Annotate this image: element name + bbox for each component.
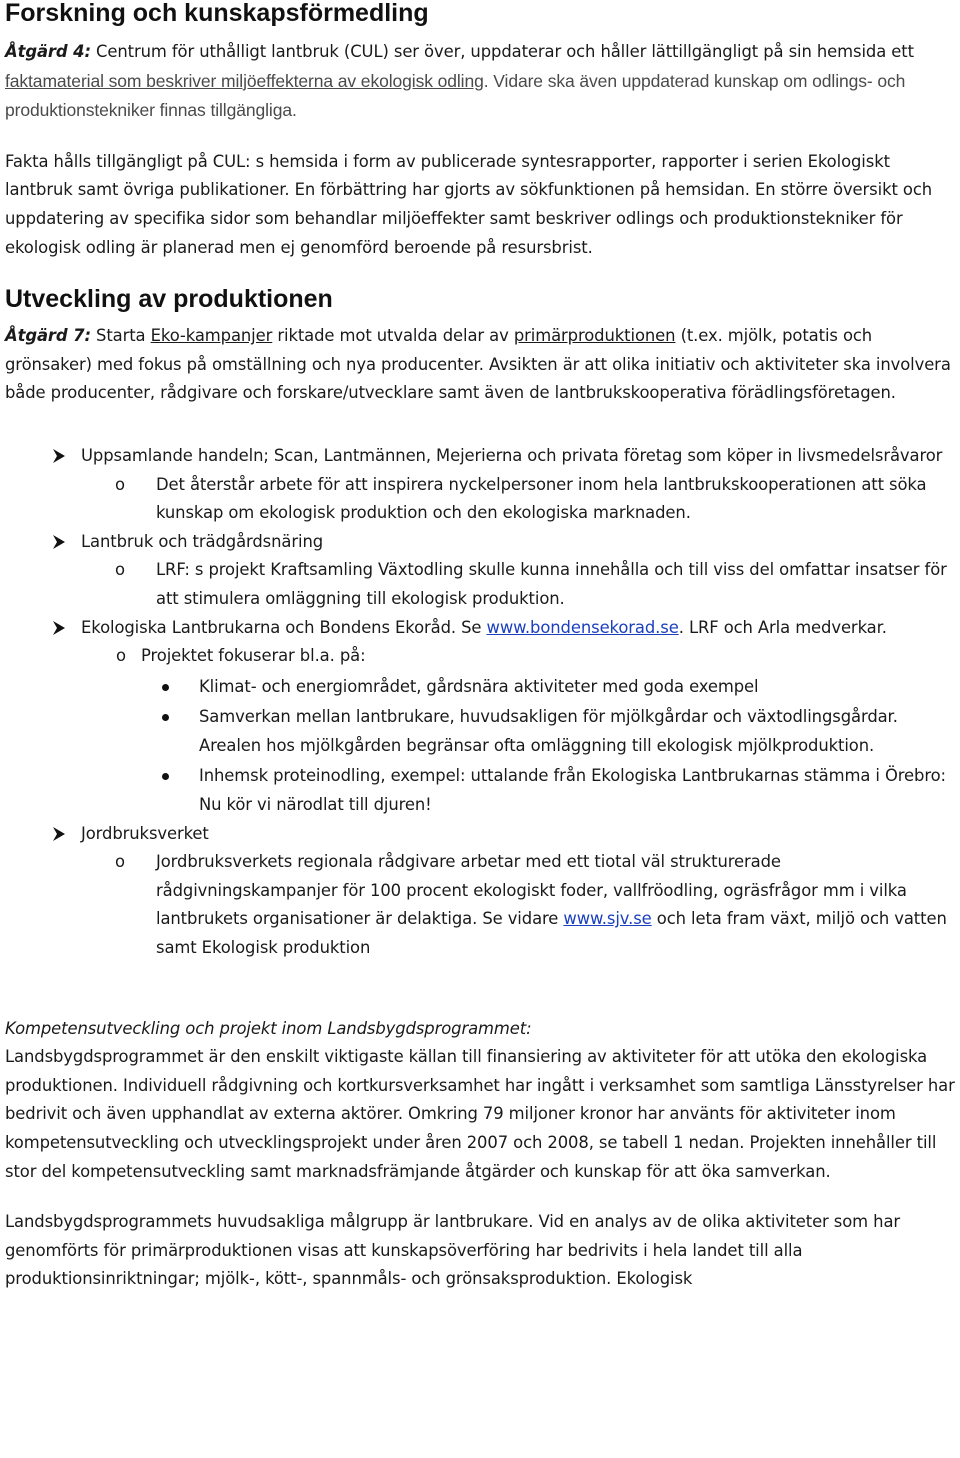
disc-bullet-icon xyxy=(162,684,169,691)
paragraph-atgard-4 xyxy=(5,38,957,126)
paragraph-fakta: Fakta hålls tillgängligt på CUL: s hemsida i form av publicerade syntesrapporter, rapporter i serien Ekologiskt lantbruk samt övriga publikationer. En förbättring har gjorts av sökfunktionen på hemsidan. En större översikt och uppdatering av specifika sidor som behandlar miljöeffekter samt beskriver odlings och produktionstekniker för ekologisk odling är planerad men ej genomförd beroende på resursbrist. xyxy=(5,151,933,257)
disc-bullet-icon xyxy=(162,714,169,721)
text-run: Centrum för uthålligt lantbruk (CUL) ser över, uppdaterar och håller lättillgängligt på sin hemsida ett xyxy=(90,42,914,61)
list-subsubitem: Inhemsk proteinodling, exempel: uttalande från Ekologiska Lantbrukarnas stämma i Örebro: Nu kör vi närodlat till djuren! xyxy=(5,762,957,819)
arrowhead-bullet-icon xyxy=(52,534,66,550)
measure-label: Åtgärd 4: xyxy=(5,42,91,61)
list-subitem: o Det återstår arbete för att inspirera nyckelpersoner inom hela lantbrukskooperationen att söka kunskap om ekologisk produktion och den ekologiska marknaden. xyxy=(5,471,957,528)
sjv-link[interactable]: www.sjv.se xyxy=(563,909,652,929)
paragraph-atgard-7 xyxy=(5,322,957,408)
list-item: Uppsamlande handeln; Scan, Lantmännen, Mejerierna och privata företag som köper in livsmedelsråvaror xyxy=(5,442,957,471)
o-bullet: o xyxy=(115,852,125,872)
paragraph-landsbygd-2: Landsbygdsprogrammets huvudsakliga målgrupp är lantbrukare. Vid en analys av de olika aktiviteter som har genomförts för primärproduktionen visas att kunskapsöverföring har bedrivits i hela landet till alla produktionsinriktningar; mjölk-, kött-, spannmåls- och grönsaksproduktion. Ekologisk xyxy=(5,1212,901,1289)
disc-bullet-icon xyxy=(162,773,169,780)
list-item: Ekologiska Lantbrukarna och Bondens Ekoråd. Se www.bondensekorad.se. LRF och Arla medverkar. xyxy=(5,614,957,643)
o-bullet: o xyxy=(115,560,125,580)
underlined-run: faktamaterial som beskriver miljöeffekterna av ekologisk odling xyxy=(5,70,484,91)
document-page xyxy=(5,0,957,1294)
list-subitem: o Projektet fokuserar bl.a. på: xyxy=(5,642,957,671)
section-heading-kompetens: Kompetensutveckling och projekt inom Landsbygdsprogrammet: xyxy=(5,1018,532,1038)
list-subitem: o LRF: s projekt Kraftsamling Växtodling skulle kunna innehålla och till viss del omfattar insatser för att stimulera omläggning till ekologisk produktion. xyxy=(5,556,957,613)
bullet-list xyxy=(5,442,957,963)
arrowhead-bullet-icon xyxy=(52,826,66,842)
bondensekorad-link[interactable]: www.bondensekorad.se xyxy=(486,617,679,637)
section-heading-utveckling: Utveckling av produktionen xyxy=(5,285,333,314)
list-item: Lantbruk och trädgårdsnäring xyxy=(5,528,957,557)
o-bullet: o xyxy=(115,474,125,494)
arrowhead-bullet-icon xyxy=(52,448,66,464)
arrowhead-bullet-icon xyxy=(52,620,66,636)
list-item: Jordbruksverket xyxy=(5,820,957,849)
text-run: Starta xyxy=(90,326,151,346)
text-run: . Vidare ska även uppdaterad kunskap om odlings- och produktionstekniker finnas tillgängliga. xyxy=(5,70,906,121)
list-subitem: o Jordbruksverkets regionala rådgivare arbetar med ett tiotal väl strukturerade rådgivningskampanjer för 100 procent ekologiskt foder, vallfröodling, ogräsfrågor mm i vilka lantbrukets organisationer är delaktiga. Se vidare www.sjv.se och leta fram växt, miljö och vatten samt Ekologisk produktion xyxy=(5,848,957,962)
list-subsubitem: Klimat- och energiområdet, gårdsnära aktiviteter med goda exempel xyxy=(5,673,957,702)
text-run: riktade mot utvalda delar av xyxy=(272,326,514,346)
list-subsubitem: Samverkan mellan lantbrukare, huvudsakligen för mjölkgårdar och växtodlingsgårdar. Arealen hos mjölkgården begränsar ofta omläggning till ekologisk mjölkproduktion. xyxy=(5,703,957,760)
paragraph-landsbygd-1: Landsbygdsprogrammet är den enskilt viktigaste källan till finansiering av aktiviteter för att utöka den ekologiska produktionen. Individuell rådgivning och kortkursverksamhet har ingått i verksamhet som samtliga Länsstyrelser har bedrivit och även upphandlat av externa aktörer. Omkring 79 miljoner kronor har använts för aktiviteter inom kompetensutveckling och utvecklingsprojekt under åren 2007 och 2008, se tabell 1 nedan. Projekten innehåller till stor del kompetensutveckling samt marknadsfrämjande åtgärder och kunskap för att öka samverkan. xyxy=(5,1047,955,1181)
o-bullet: o xyxy=(116,646,126,666)
underlined-run: primärproduktionen xyxy=(513,326,676,346)
measure-label: Åtgärd 7: xyxy=(5,326,91,346)
text-run: (t.ex. mjölk, potatis och grönsaker) med fokus på omställning och nya producenter. Avsikten är att olika initiativ och aktiviteter ska involvera både producenter, rådgivare och forskare/utvecklare samt även de lantbrukskooperativa förädlingsföretagen. xyxy=(5,326,951,403)
section-heading-forskning: Forskning och kunskapsförmedling xyxy=(5,0,429,27)
underlined-run: Eko-kampanjer xyxy=(150,326,273,346)
